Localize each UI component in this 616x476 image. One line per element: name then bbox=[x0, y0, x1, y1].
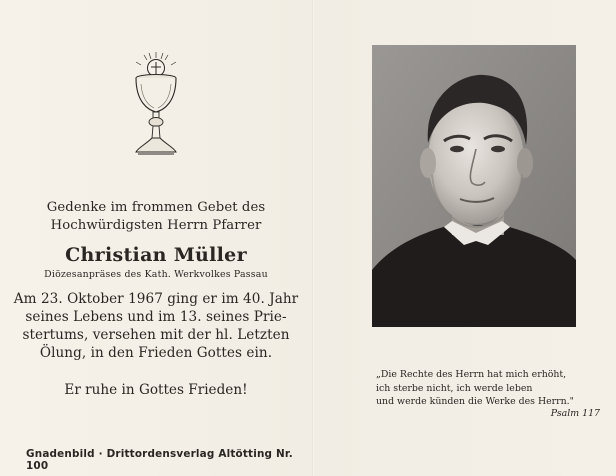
quote-source: Psalm 117 bbox=[550, 408, 600, 419]
quote-line-2: ich sterbe nicht, ich werde leben bbox=[376, 382, 533, 394]
death-notice-line-4: Ölung, in den Frieden Gottes ein. bbox=[39, 345, 273, 361]
intro-line-1: Gedenke im frommen Gebet des bbox=[46, 200, 266, 215]
death-notice-line-3: stertums, versehen mit der hl. Letzten bbox=[22, 327, 290, 343]
quote-line-1: „Die Rechte des Herrn hat mich erhöht, bbox=[376, 369, 567, 380]
portrait-photo bbox=[372, 45, 576, 327]
deceased-name: Christian Müller bbox=[65, 244, 247, 266]
bible-quote bbox=[376, 368, 606, 409]
death-notice-line-2: seines Lebens und im 13. seines Prie- bbox=[25, 309, 287, 325]
deceased-role: Diözesanpräses des Kath. Werkvolkes Passau bbox=[44, 269, 268, 280]
intro-line-2: Hochwürdigsten Herrn Pfarrer bbox=[50, 218, 262, 233]
rest-in-peace-line: Er ruhe in Gottes Frieden! bbox=[64, 382, 248, 398]
publisher-imprint: Gnadenbild · Drittordensverlag Altötting Nr. 100 bbox=[26, 448, 293, 472]
death-notice-line-1: Am 23. Oktober 1967 ging er im 40. Jahr bbox=[13, 291, 299, 307]
quote-line-3: und werde künden die Werke des Herrn." bbox=[376, 396, 574, 408]
chalice-icon bbox=[126, 50, 186, 158]
